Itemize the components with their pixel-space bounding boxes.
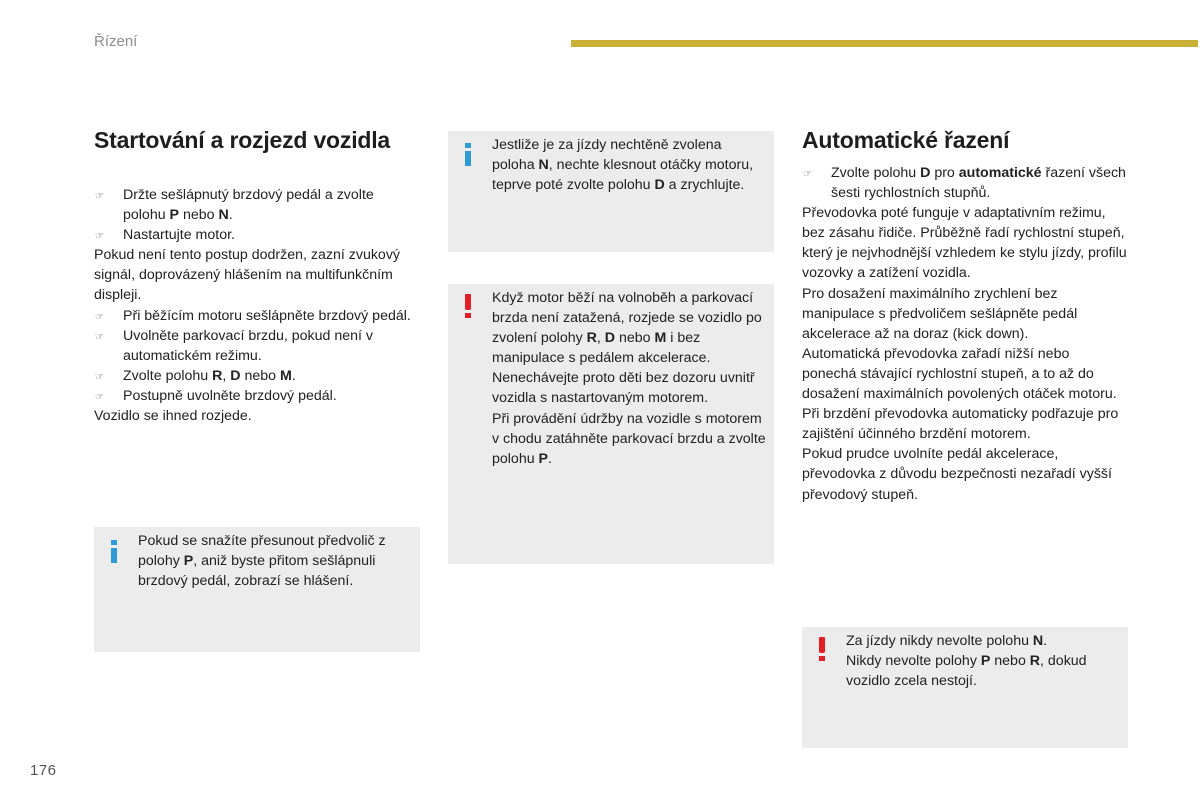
closing-paragraph: Vozidlo se ihned rozjede. — [94, 408, 252, 425]
info-box-selector — [94, 527, 420, 652]
pointing-hand-icon: ☞ — [95, 231, 104, 243]
section-header: Řízení — [94, 33, 138, 50]
page-number: 176 — [30, 762, 57, 779]
bullet-item: ☞ Zvolte polohu D pro automatické řazení všech šesti rychlostních stupňů. — [803, 165, 1126, 202]
info-icon — [465, 143, 471, 166]
pointing-hand-icon: ☞ — [803, 169, 812, 180]
info-icon — [111, 540, 117, 563]
bullet-item: ☞ Postupně uvolněte brzdový pedál. — [94, 386, 414, 406]
heading-automatic-shifting: Automatické řazení — [802, 127, 1010, 153]
paragraph: Automatická převodovka zařadí nižší nebo ponechá stávající rychlostní stupeň, a to až do dosažení maximálních povolených otáček motoru. — [802, 345, 1117, 403]
warning-box-text: Za jízdy nikdy nevolte polohu N. Nikdy nevolte polohy P nebo R, dokud vozidlo zcela nestojí. — [846, 633, 1087, 690]
info-box-text: Jestliže je za jízdy nechtěně zvolena poloha N, nechte klesnout otáčky motoru, teprve poté zvolte polohu D a zrychlujte. — [492, 137, 754, 194]
pointing-hand-icon: ☞ — [95, 331, 104, 343]
warning-paragraph: Pokud není tento postup dodržen, zazní zvukový signál, doprovázený hlášením na multifunkčním displeji. — [94, 247, 401, 304]
header-accent-bar — [571, 40, 1198, 47]
warning-box-text: Když motor běží na volnoběh a parkovací brzda není zatažená, rozjede se vozidlo po zvolení polohy R, D nebo M i bez manipulace s pedálem akcelerace. Nenechávejte proto děti bez dozoru uvnitř vozidla s nastartovaným motorem. Při provádění údržby na vozidle s motorem v chodu zatáhněte parkovací brzdu a zvolte polohu P. — [492, 290, 766, 467]
warning-icon — [465, 294, 471, 318]
info-box-neutral — [448, 131, 774, 252]
warning-box-neutral — [802, 627, 1128, 748]
automatic-shifting-text — [802, 163, 1127, 505]
starting-instructions — [94, 185, 414, 426]
pointing-hand-icon: ☞ — [95, 311, 104, 323]
bullet-item: ☞ Zvolte polohu R, D nebo M. — [94, 366, 414, 386]
bullet-item: ☞ Držte sešlápnutý brzdový pedál a zvolte polohu P nebo N. — [95, 187, 374, 224]
paragraph: Pokud prudce uvolníte pedál akcelerace, převodovka z důvodu bezpečnosti nezařadí vyšší převodový stupeň. — [802, 446, 1112, 503]
warning-box-idle — [448, 284, 774, 564]
pointing-hand-icon: ☞ — [95, 391, 104, 403]
bullet-item: ☞ Při běžícím motoru sešlápněte brzdový pedál. — [94, 306, 414, 326]
bullet-item: ☞ Uvolněte parkovací brzdu, pokud není v automatickém režimu. — [95, 327, 374, 364]
paragraph: Při brzdění převodovka automaticky podřazuje pro zajištění účinného brzdění motorem. — [802, 406, 1119, 443]
pointing-hand-icon: ☞ — [95, 191, 104, 202]
bullet-item: ☞ Nastartujte motor. — [94, 225, 414, 245]
info-box-text: Pokud se snažíte přesunout předvolič z polohy P, aniž byste přitom sešlápnuli brzdový pedál, zobrazí se hlášení. — [138, 533, 386, 590]
paragraph: Pro dosažení maximálního zrychlení bez manipulace s předvoličem sešlápněte pedál akcelerace až na doraz (kick down). — [802, 285, 1078, 342]
paragraph: Převodovka poté funguje v adaptativním režimu, bez zásahu řidiče. Průběžně řadí rychlostní stupeň, který je nejvhodnější vzhledem ke stylu jízdy, profilu vozovky a zatížení vozidla. — [802, 205, 1127, 282]
warning-icon — [819, 637, 825, 661]
pointing-hand-icon: ☞ — [95, 371, 104, 383]
heading-starting: Startování a rozjezd vozidla — [94, 127, 391, 153]
